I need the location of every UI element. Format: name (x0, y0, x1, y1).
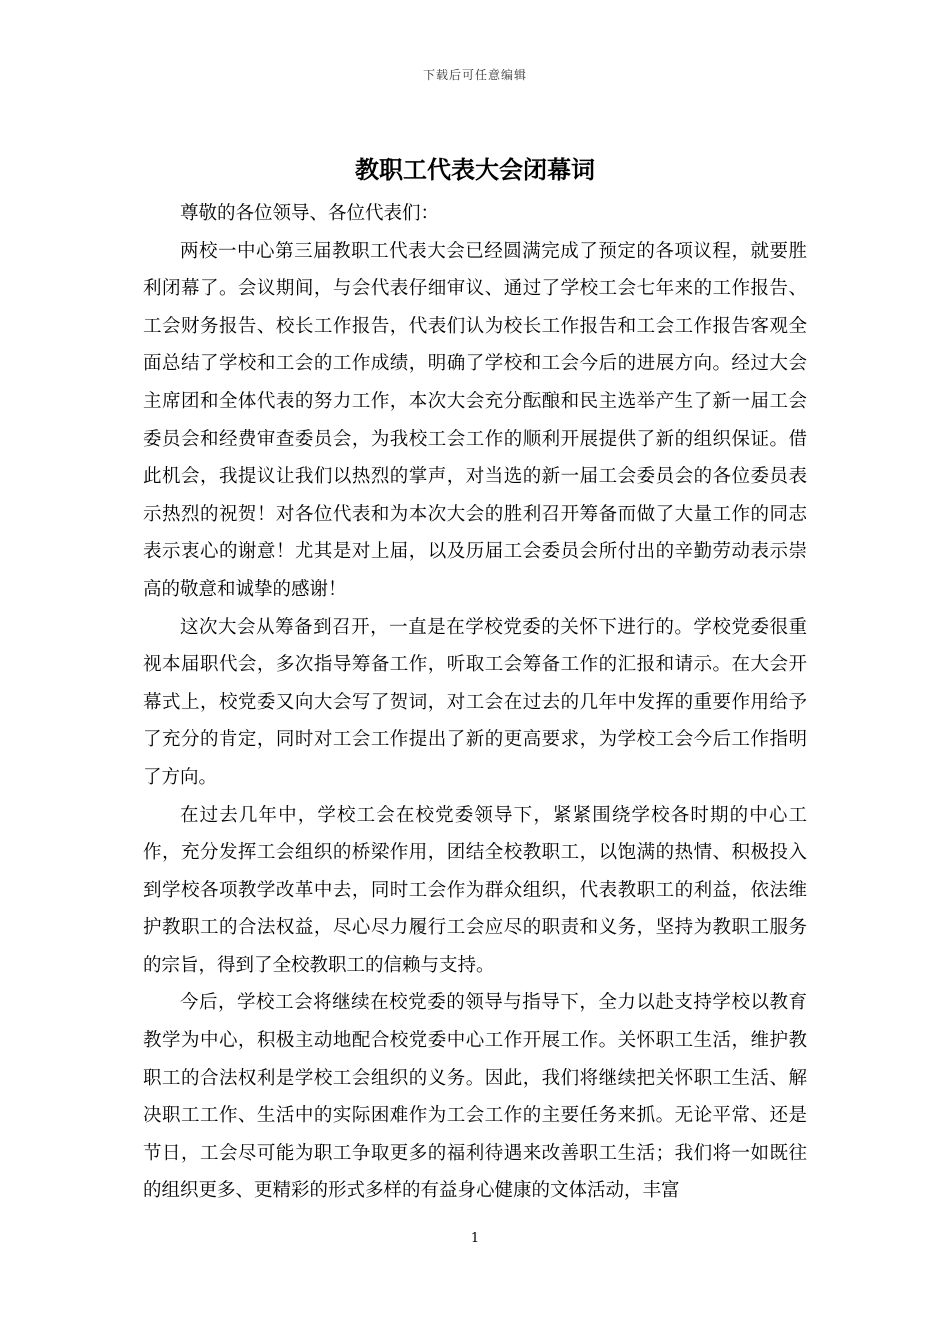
paragraph-3: 在过去几年中，学校工会在校党委领导下，紧紧围绕学校各时期的中心工作，充分发挥工会组织的桥梁作用，团结全校教职工，以饱满的热情、积极投入到学校各项教学改革中去，同时工会作为群众组织，代表教职工的利益，依法维护教职工的合法权益，尽心尽力履行工会应尽的职责和义务，坚持为教职工服务的宗旨，得到了全校教职工的信赖与支持。 (143, 804, 807, 976)
document-body (143, 195, 807, 1210)
paragraph-4: 今后，学校工会将继续在校党委的领导与指导下，全力以赴支持学校以教育教学为中心，积极主动地配合校党委中心工作开展工作。关怀职工生活，维护教职工的合法权利是学校工会组织的义务。因此，我们将继续把关怀职工生活、解决职工工作、生活中的实际困难作为工会工作的主要任务来抓。无论平常、还是节日，工会尽可能为职工争取更多的福利待遇来改善职工生活；我们将一如既往的组织更多、更精彩的形式多样的有益身心健康的文体活动，丰富 (143, 992, 807, 1202)
header-note: 下载后可任意编辑 (422, 68, 527, 82)
page-number: 1 (470, 1231, 480, 1246)
paragraph-1: 两校一中心第三届教职工代表大会已经圆满完成了预定的各项议程，就要胜利闭幕了。会议期间，与会代表仔细审议、通过了学校工会七年来的工作报告、工会财务报告、校长工作报告，代表们认为校长工作报告和工会工作报告客观全面总结了学校和工会的工作成绩，明确了学校和工会今后的进展方向。经过大会主席团和全体代表的努力工作，本次大会充分酝酿和民主选举产生了新一届工会委员会和经费审查委员会，为我校工会工作的顺利开展提供了新的组织保证。借此机会，我提议让我们以热烈的掌声，对当选的新一届工会委员会的各位委员表示热烈的祝贺！对各位代表和为本次大会的胜利召开筹备而做了大量工作的同志表示衷心的谢意！尤其是对上届，以及历届工会委员会所付出的辛勤劳动表示崇高的敬意和诚挚的感谢！ (143, 240, 807, 600)
salutation: 尊敬的各位领导、各位代表们： (180, 203, 440, 224)
paragraph-2: 这次大会从筹备到召开，一直是在学校党委的关怀下进行的。学校党委很重视本届职代会，多次指导筹备工作，听取工会筹备工作的汇报和请示。在大会开幕式上，校党委又向大会写了贺词，对工会在过去的几年中发挥的重要作用给予了充分的肯定，同时对工会工作提出了新的更高要求，为学校工会今后工作指明了方向。 (143, 616, 807, 788)
document-title: 教职工代表大会闭幕词 (355, 156, 595, 184)
